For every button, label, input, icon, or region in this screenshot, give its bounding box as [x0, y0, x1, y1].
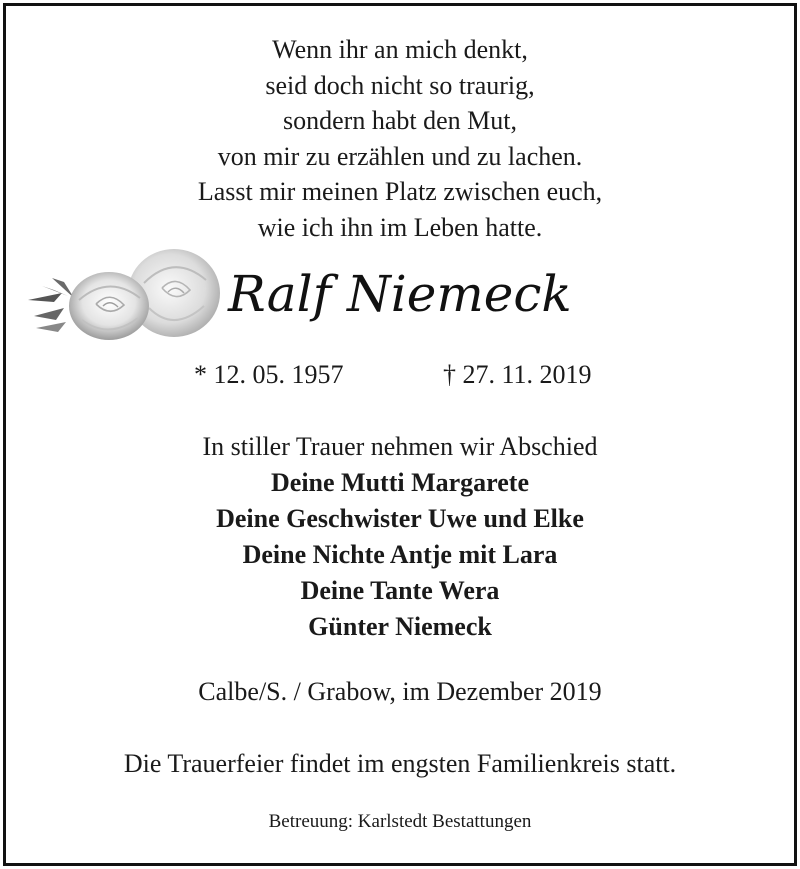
obituary-notice	[3, 3, 797, 866]
rose-illustration	[24, 238, 224, 348]
mourner-name: Deine Mutti Margarete	[271, 468, 529, 497]
mourners-intro: In stiller Trauer nehmen wir Abschied	[202, 432, 598, 461]
rose-icon	[69, 272, 149, 340]
mourner-name: Deine Geschwister Uwe und Elke	[216, 504, 584, 533]
mourner-name: Deine Tante Wera	[300, 576, 500, 605]
poem-line: Wenn ihr an mich denkt,	[272, 35, 528, 64]
place-and-date: Calbe/S. / Grabow, im Dezember 2019	[198, 677, 602, 706]
deceased-name: Ralf Niemeck	[228, 265, 572, 323]
mourner-name: Deine Nichte Antje mit Lara	[242, 540, 558, 569]
funeral-service-note: Die Trauerfeier findet im engsten Familienkreis statt.	[123, 749, 677, 778]
death-date: † 27. 11. 2019	[443, 360, 592, 389]
poem-line: seid doch nicht so traurig,	[265, 70, 535, 100]
poem-line: Lasst mir meinen Platz zwischen euch,	[197, 177, 603, 206]
memorial-poem	[6, 32, 794, 245]
poem-line: von mir zu erzählen und zu lachen.	[217, 141, 583, 171]
leaf-icon	[28, 278, 74, 332]
poem-line: wie ich ihn im Leben hatte.	[257, 212, 543, 242]
mourners-list	[6, 429, 794, 645]
birth-date: * 12. 05. 1957	[194, 360, 344, 389]
mourner-name: Günter Niemeck	[308, 612, 492, 641]
poem-line: sondern habt den Mut,	[283, 106, 517, 135]
undertaker-credit: Betreuung: Karlstedt Bestattungen	[268, 811, 532, 832]
